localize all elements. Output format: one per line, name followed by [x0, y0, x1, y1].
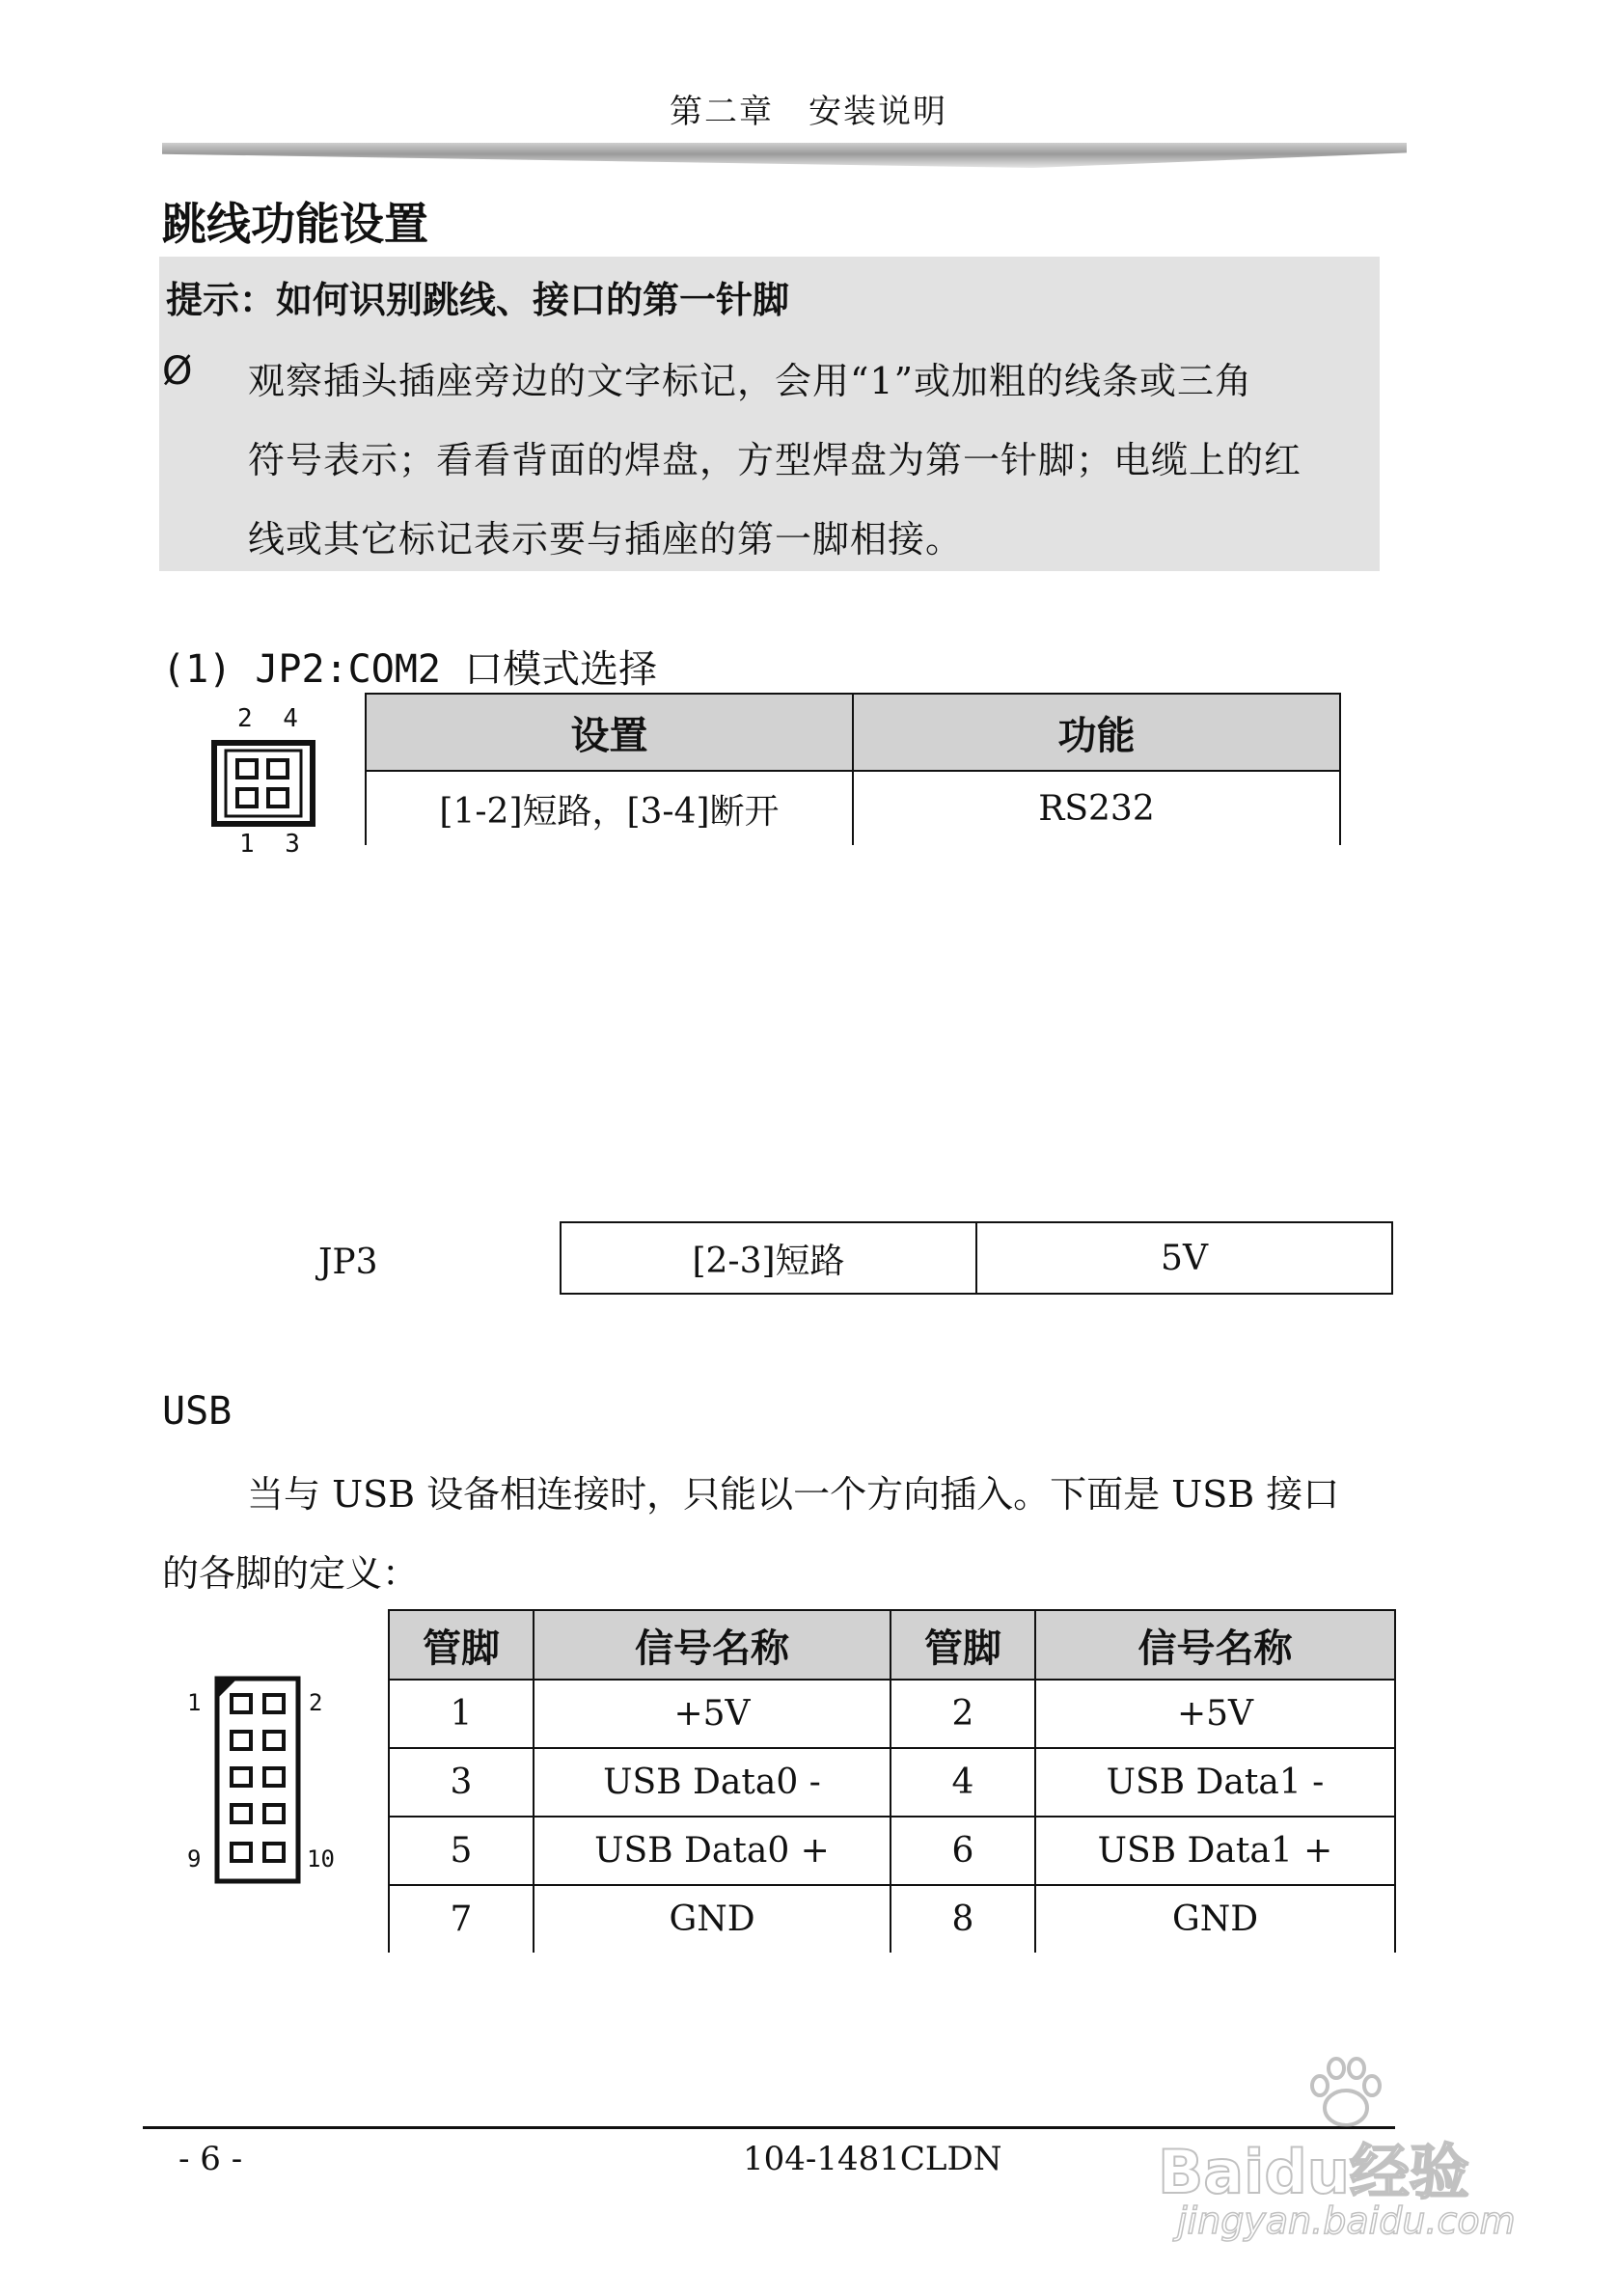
table-cell: GND — [1035, 1885, 1395, 1953]
usb-pin-label: 9 — [187, 1845, 202, 1872]
usb-connector-diagram — [183, 1674, 352, 1896]
table-cell: USB Data0 - — [534, 1748, 891, 1817]
paw-icon — [1302, 2055, 1389, 2132]
table-row — [389, 1680, 1395, 1748]
table-cell: 5V — [976, 1222, 1392, 1294]
table-cell: 3 — [389, 1748, 534, 1817]
table-header-cell: 管脚 — [389, 1610, 534, 1680]
running-header: 第二章 安装说明 — [670, 93, 947, 131]
usb-pin-label: 1 — [187, 1689, 202, 1716]
table-header-cell: 管脚 — [891, 1610, 1035, 1680]
table-header-row — [389, 1610, 1395, 1680]
table-row — [561, 1222, 1392, 1294]
jp2-title: (1) JP2:COM2 口模式选择 — [162, 647, 658, 692]
jp2-connector-icon — [205, 737, 330, 830]
table-cell: USB Data1 + — [1035, 1817, 1395, 1885]
table-header-cell: 信号名称 — [1035, 1610, 1395, 1680]
bullet-marker: Ø — [162, 349, 193, 394]
table-cell: +5V — [534, 1680, 891, 1748]
table-header-cell: 功能 — [853, 694, 1340, 771]
table-cell: USB Data1 - — [1035, 1748, 1395, 1817]
table-cell: 2 — [891, 1680, 1035, 1748]
jp2-pin-top-labels: 2 4 — [237, 704, 306, 733]
baidu-watermark — [1158, 2055, 1563, 2257]
table-cell: USB Data0 + — [534, 1817, 891, 1885]
usb-paragraph-line: 的各脚的定义： — [162, 1552, 420, 1595]
watermark-brand: Baidu经验 — [1158, 2137, 1469, 2207]
jp2-pin-bottom-labels: 1 3 — [239, 830, 308, 859]
table-cell: 1 — [389, 1680, 534, 1748]
jp3-table — [560, 1221, 1393, 1295]
usb-paragraph-line: 当与 USB 设备相连接时，只能以一个方向插入。下面是 USB 接口 — [247, 1473, 1340, 1516]
table-cell: GND — [534, 1885, 891, 1953]
table-cell: +5V — [1035, 1680, 1395, 1748]
jp2-table — [365, 693, 1341, 845]
jp2-connector-diagram — [205, 704, 330, 859]
table-row — [389, 1817, 1395, 1885]
table-cell: [1-2]短路，[3-4]断开 — [366, 771, 853, 845]
table-cell: 5 — [389, 1817, 534, 1885]
table-cell: 7 — [389, 1885, 534, 1953]
note-title: 提示：如何识别跳线、接口的第一针脚 — [166, 279, 790, 321]
header-rule — [162, 143, 1407, 168]
note-line: 符号表示；看看背面的焊盘，方型焊盘为第一针脚；电缆上的红 — [248, 439, 1302, 481]
usb-pin-label: 2 — [309, 1689, 323, 1716]
table-row — [366, 771, 1340, 845]
table-cell: [2-3]短路 — [561, 1222, 976, 1294]
page-number: - 6 - — [178, 2140, 243, 2178]
table-row — [389, 1748, 1395, 1817]
usb-pin-table — [388, 1609, 1396, 1953]
table-cell: 6 — [891, 1817, 1035, 1885]
document-code: 104-1481CLDN — [743, 2140, 1002, 2178]
jp3-label: JP3 — [318, 1243, 378, 1282]
table-header-cell: 信号名称 — [534, 1610, 891, 1680]
table-cell: RS232 — [853, 771, 1340, 845]
usb-connector-icon — [212, 1674, 305, 1888]
table-cell: 4 — [891, 1748, 1035, 1817]
table-row — [389, 1885, 1395, 1953]
note-line: 观察插头插座旁边的文字标记，会用“1”或加粗的线条或三角 — [248, 360, 1253, 402]
table-header-row — [366, 694, 1340, 771]
table-cell: 8 — [891, 1885, 1035, 1953]
usb-pin-label: 10 — [307, 1845, 335, 1872]
usb-title: USB — [162, 1389, 233, 1434]
section-title: 跳线功能设置 — [162, 198, 428, 250]
watermark-url: jingyan.baidu.com — [1177, 2200, 1516, 2242]
note-line: 线或其它标记表示要与插座的第一脚相接。 — [248, 518, 964, 560]
table-header-cell: 设置 — [366, 694, 853, 771]
